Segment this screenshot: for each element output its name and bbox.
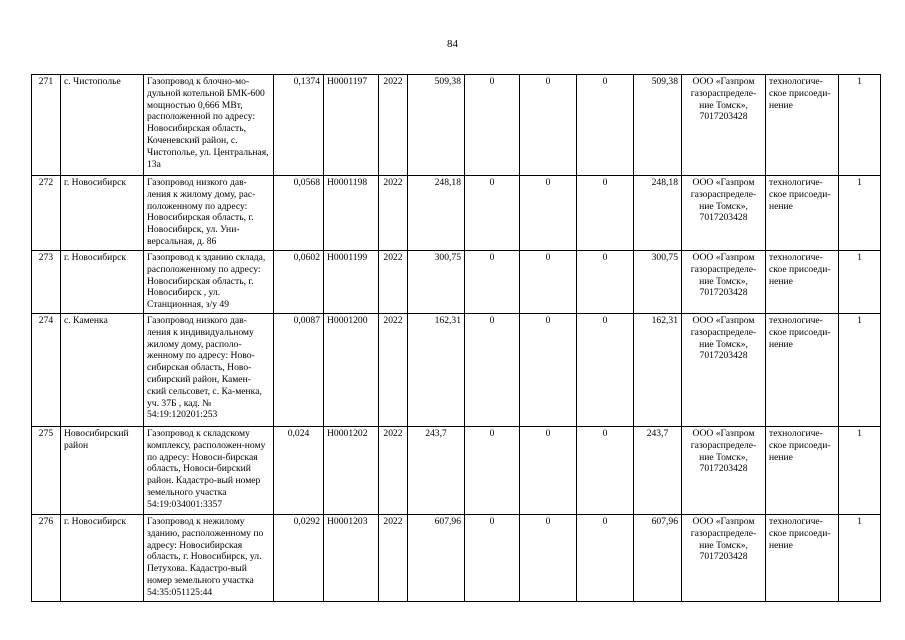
value-cell: 0	[520, 176, 577, 251]
value-cell: 0	[520, 515, 577, 602]
value-cell: 0	[577, 427, 634, 515]
purpose-cell: технологиче-ское присоеди-нение	[766, 427, 839, 515]
year-cell: 2022	[379, 515, 408, 602]
value-cell: 0	[577, 75, 634, 176]
cost-cell: 509,38	[408, 75, 465, 176]
table-row	[32, 176, 881, 251]
value-cell: 0	[465, 515, 520, 602]
value-cell: 0	[520, 75, 577, 176]
year-cell: 2022	[379, 251, 408, 314]
registry-table	[31, 74, 881, 602]
owner-cell: ООО «Газпром газораспределе-ние Томск», 7017203428	[682, 251, 766, 314]
cost-cell: 607,96	[408, 515, 465, 602]
value-cell: 0	[577, 251, 634, 314]
purpose-cell: технологиче-ское присоеди-нение	[766, 515, 839, 602]
table-row	[32, 515, 881, 602]
inventory-cell: Н0001198	[324, 176, 379, 251]
cost-cell: 243,7	[408, 427, 465, 515]
value-cell: 0	[520, 251, 577, 314]
table-row	[32, 427, 881, 515]
value-cell: 0	[520, 314, 577, 427]
purpose-cell: технологиче-ское присоеди-нение	[766, 314, 839, 427]
inventory-cell: Н0001203	[324, 515, 379, 602]
row-number: 275	[32, 427, 61, 515]
value-cell: 0	[465, 75, 520, 176]
value-cell: 0	[520, 427, 577, 515]
value-cell: 0	[577, 515, 634, 602]
owner-cell: ООО «Газпром газораспределе-ние Томск», 7017203428	[682, 314, 766, 427]
length-cell: 0,0568	[274, 176, 324, 251]
row-number: 274	[32, 314, 61, 427]
cost-cell: 162,31	[408, 314, 465, 427]
description-cell: Газопровод к зданию склада, расположенному по адресу: Новосибирская область, г. Новосибирск , ул. Станционная, з/у 49	[144, 251, 274, 314]
quantity-cell: 1	[839, 176, 881, 251]
total-cell: 243,7	[634, 427, 682, 515]
length-cell: 0,0087	[274, 314, 324, 427]
inventory-cell: Н0001197	[324, 75, 379, 176]
quantity-cell: 1	[839, 251, 881, 314]
inventory-cell: Н0001202	[324, 427, 379, 515]
locality-cell: Новосибирский район	[61, 427, 144, 515]
owner-cell: ООО «Газпром газораспределе-ние Томск», 7017203428	[682, 427, 766, 515]
total-cell: 509,38	[634, 75, 682, 176]
table-row	[32, 314, 881, 427]
row-number: 273	[32, 251, 61, 314]
total-cell: 162,31	[634, 314, 682, 427]
quantity-cell: 1	[839, 427, 881, 515]
quantity-cell: 1	[839, 75, 881, 176]
value-cell: 0	[577, 176, 634, 251]
value-cell: 0	[465, 251, 520, 314]
length-cell: 0,0292	[274, 515, 324, 602]
locality-cell: г. Новосибирск	[61, 176, 144, 251]
length-cell: 0,0602	[274, 251, 324, 314]
table-row	[32, 251, 881, 314]
total-cell: 607,96	[634, 515, 682, 602]
table-row	[32, 75, 881, 176]
row-number: 272	[32, 176, 61, 251]
locality-cell: с. Чистополье	[61, 75, 144, 176]
purpose-cell: технологиче-ское присоеди-нение	[766, 176, 839, 251]
quantity-cell: 1	[839, 515, 881, 602]
description-cell: Газопровод к складскому комплексу, расположен-ному по адресу: Новоси-бирская область, Новоси-бирский район. Кадастро-вый номер земельного участка 54:19:034001:3357	[144, 427, 274, 515]
description-cell: Газопровод к нежилому зданию, расположенному по адресу: Новосибирская область, г. Новосибирск, ул. Петухова. Кадастро-вый номер земельного участка 54:35:051125:44	[144, 515, 274, 602]
purpose-cell: технологиче-ское присоеди-нение	[766, 75, 839, 176]
owner-cell: ООО «Газпром газораспределе-ние Томск», 7017203428	[682, 176, 766, 251]
owner-cell: ООО «Газпром газораспределе-ние Томск», 7017203428	[682, 75, 766, 176]
year-cell: 2022	[379, 427, 408, 515]
year-cell: 2022	[379, 75, 408, 176]
locality-cell: с. Каменка	[61, 314, 144, 427]
description-cell: Газопровод к блочно-мо-дульной котельной БМК-600 мощностью 0,666 МВт, расположенной по адресу: Новосибирская область, Коченевский район, с. Чистополье, ул. Центральная, 13а	[144, 75, 274, 176]
locality-cell: г. Новосибирск	[61, 515, 144, 602]
value-cell: 0	[465, 314, 520, 427]
total-cell: 300,75	[634, 251, 682, 314]
year-cell: 2022	[379, 176, 408, 251]
purpose-cell: технологиче-ское присоеди-нение	[766, 251, 839, 314]
page-number: 84	[447, 38, 458, 50]
total-cell: 248,18	[634, 176, 682, 251]
locality-cell: г. Новосибирск	[61, 251, 144, 314]
value-cell: 0	[465, 427, 520, 515]
row-number: 276	[32, 515, 61, 602]
owner-cell: ООО «Газпром газораспределе-ние Томск», 7017203428	[682, 515, 766, 602]
quantity-cell: 1	[839, 314, 881, 427]
inventory-cell: Н0001200	[324, 314, 379, 427]
year-cell: 2022	[379, 314, 408, 427]
value-cell: 0	[577, 314, 634, 427]
cost-cell: 248,18	[408, 176, 465, 251]
value-cell: 0	[465, 176, 520, 251]
description-cell: Газопровод низкого дав-ления к индивидуальному жилому дому, располо-женному по адресу: Ново-сибирская область, Ново-сибирский район, Камен-ский сельсовет, с. Ка-менка, уч. 37Б , кад. № 54:19:120201:253	[144, 314, 274, 427]
length-cell: 0,024	[274, 427, 324, 515]
row-number: 271	[32, 75, 61, 176]
description-cell: Газопровод низкого дав-ления к жилому дому, рас-положенному по адресу: Новосибирская область, г. Новосибирск, ул. Уни-версальная, д. 86	[144, 176, 274, 251]
inventory-cell: Н0001199	[324, 251, 379, 314]
cost-cell: 300,75	[408, 251, 465, 314]
length-cell: 0,1374	[274, 75, 324, 176]
